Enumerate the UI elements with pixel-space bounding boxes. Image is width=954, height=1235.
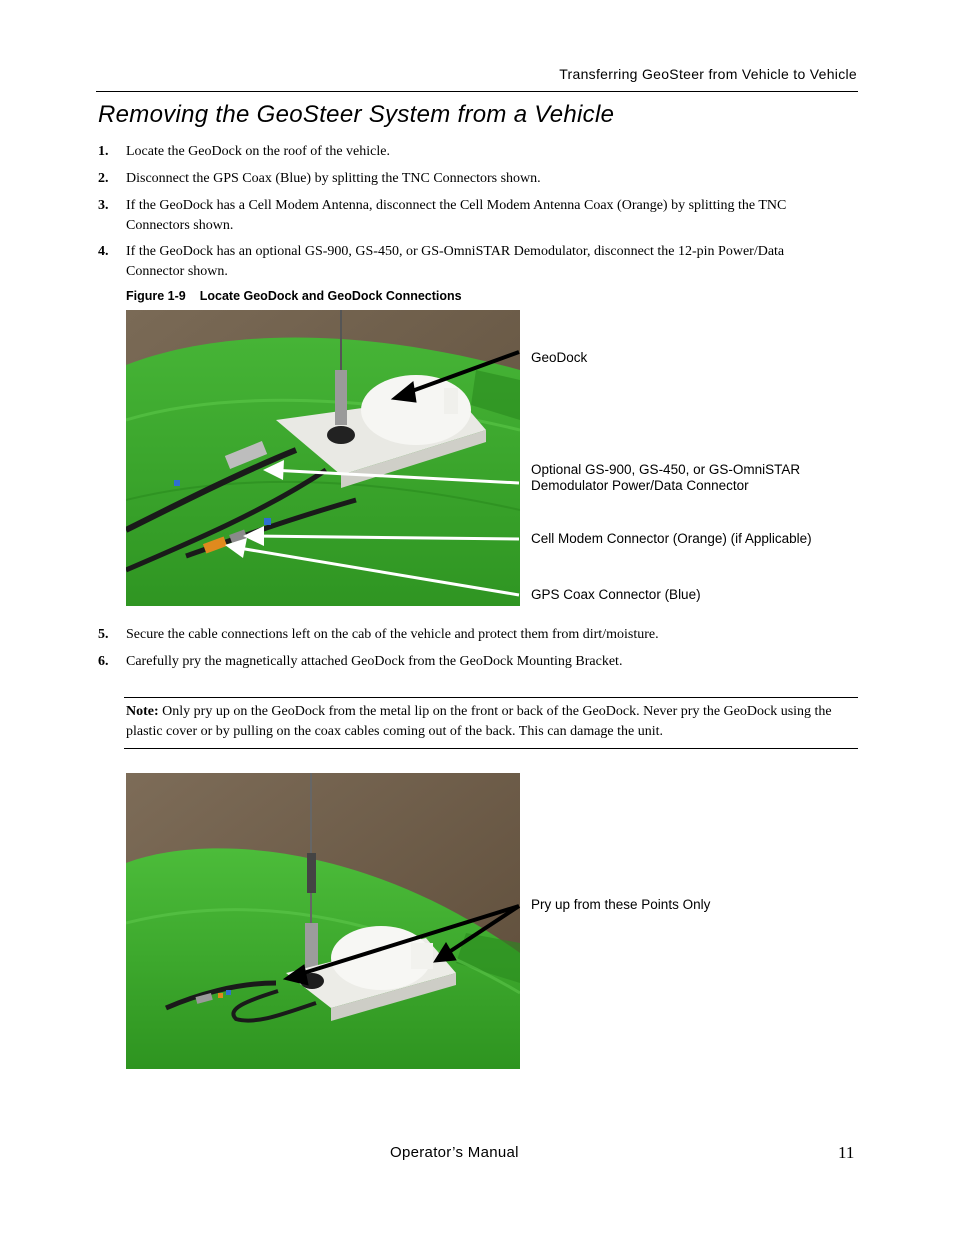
- callout-demodulator-line1: Optional GS-900, GS-450, or GS-OmniSTAR: [531, 462, 801, 477]
- header-rule: [96, 91, 858, 92]
- figure-title: Locate GeoDock and GeoDock Connections: [199, 289, 462, 303]
- callout-gps-coax-connector: GPS Coax Connector (Blue): [531, 587, 701, 602]
- running-header: Transferring GeoSteer from Vehicle to Vehicle: [559, 66, 857, 82]
- pry-points-photo: [126, 773, 520, 1069]
- step-text: Secure the cable connections left on the cab of the vehicle and protect them from dirt/moisture.: [126, 627, 659, 642]
- figure-number: Figure 1-9: [126, 289, 186, 303]
- step-text: If the GeoDock has a Cell Modem Antenna, disconnect the Cell Modem Antenna Coax (Orange) by splitting the TNC Connectors shown.: [126, 198, 787, 233]
- step-number: 5.: [98, 627, 109, 642]
- pry-points-illustration: [126, 773, 520, 1069]
- geodock-connections-photo: [126, 310, 520, 606]
- step-number: 2.: [98, 171, 109, 186]
- step-number: 6.: [98, 654, 109, 669]
- note-label: Note:: [126, 704, 159, 719]
- step-number: 3.: [98, 198, 109, 213]
- callout-demodulator-connector: [531, 462, 800, 494]
- footer-manual-title: Operator’s Manual: [390, 1144, 519, 1161]
- note-text: Only pry up on the GeoDock from the metal lip on the front or back of the GeoDock. Never pry the GeoDock using the plastic cover or by pulling on the coax cables coming out of the back. This can damage the unit.: [126, 704, 832, 739]
- step-text: Locate the GeoDock on the roof of the vehicle.: [126, 144, 390, 159]
- callout-cell-modem-connector: Cell Modem Connector (Orange) (if Applicable): [531, 531, 812, 546]
- note-top-rule: [124, 697, 858, 698]
- page-number: 11: [838, 1143, 855, 1162]
- note-box: [126, 702, 856, 742]
- step-text: Disconnect the GPS Coax (Blue) by splitting the TNC Connectors shown.: [126, 171, 541, 186]
- figure-caption: [126, 289, 462, 303]
- step-number: 4.: [98, 244, 109, 259]
- step-text: If the GeoDock has an optional GS-900, GS-450, or GS-OmniSTAR Demodulator, disconnect the 12-pin Power/Data Connector shown.: [126, 244, 785, 279]
- callout-pry-points: Pry up from these Points Only: [531, 897, 711, 912]
- geodock-connections-illustration: [126, 310, 520, 606]
- section-title: Removing the GeoSteer System from a Vehicle: [98, 101, 615, 128]
- note-bottom-rule: [124, 748, 858, 749]
- callout-geodock: GeoDock: [531, 350, 588, 365]
- step-number: 1.: [98, 144, 109, 159]
- step-text: Carefully pry the magnetically attached GeoDock from the GeoDock Mounting Bracket.: [126, 654, 623, 669]
- callout-demodulator-line2: Demodulator Power/Data Connector: [531, 478, 749, 493]
